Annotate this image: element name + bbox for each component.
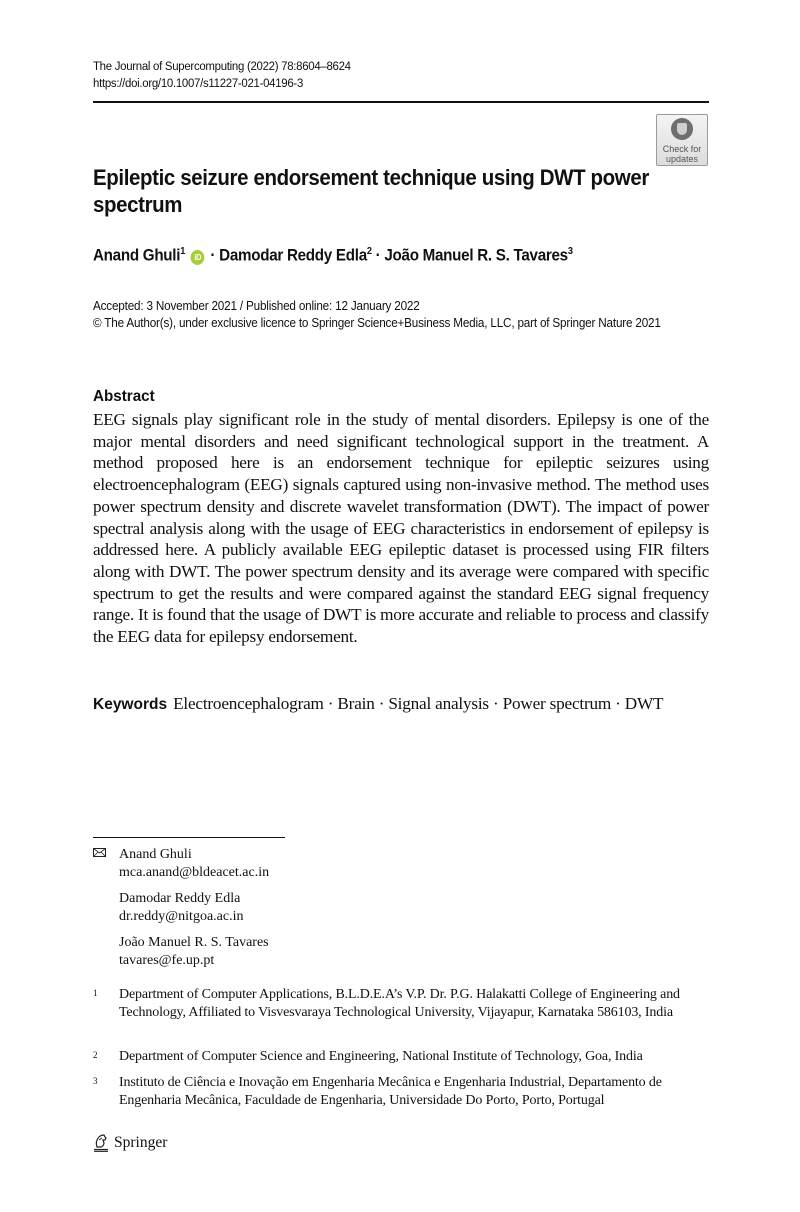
author-name[interactable]: João Manuel R. S. Tavares [384,246,568,265]
contact-email[interactable]: dr.reddy@nitgoa.ac.in [119,909,244,924]
keywords-list: Electroencephalogram · Brain · Signal analysis · Power spectrum · DWT [173,694,664,713]
affiliation-mark: 1 [180,246,186,257]
journal-citation: The Journal of Supercomputing (2022) 78:8604–8624 [93,59,351,73]
affiliation-mark: 3 [567,246,573,257]
check-for-label: Check for [662,144,702,154]
springer-horse-icon [93,1134,109,1152]
affiliation-mark: 2 [366,246,372,257]
contact-entry [119,846,269,882]
publication-dates: Accepted: 3 November 2021 / Published online: 12 January 2022 [93,299,420,313]
contact-name: João Manuel R. S. Tavares [119,935,269,950]
affiliation-text: Instituto de Ciência e Inovação em Engenharia Mecânica e Engenharia Industrial, Departamento de Engenharia Mecânica, Faculdade de Engenharia, Universidade Do Porto, Porto, Portugal [119,1075,662,1108]
updates-label: updates [665,154,699,164]
abstract-body: EEG signals play significant role in the study of mental disorders. Epilepsy is one of the major mental disorders and need significant technological support in the treatment. A method proposed here is an endorsement technique for epileptic seizures using electroencephalogram (EEG) signals captured using non-invasive method. The method uses power spectrum density and discrete wavelet transformation (DWT). The impact of power spectral analysis along with the usage of EEG characteristics in endorsement of epilepsy is addressed here. A publicly available EEG epileptic dataset is processed using FIR filters along with DWT. The power spectrum density and its average were compared with specific spectrum to get the results and were compared against the standard EEG signal frequency range. It is found that the usage of DWT is more accurate and reliable to process and classify the EEG data for epilepsy endorsement. [93,410,709,647]
publisher-logo [93,1134,167,1152]
affiliation-number: 2 [93,1050,98,1060]
contact-name: Anand Ghuli [119,847,192,862]
article-title: Epileptic seizure endorsement technique using DWT power spectrum [93,165,649,217]
check-for-updates-button[interactable] [656,114,708,166]
copyright-notice: © The Author(s), under exclusive licence to Springer Science+Business Media, LLC, part of Springer Nature 2021 [93,316,661,330]
abstract-heading: Abstract [93,388,155,405]
author-list [93,246,573,266]
contact-email[interactable]: mca.anand@bldeacet.ac.in [119,865,270,880]
contact-entry [119,890,243,926]
crossmark-icon [671,118,693,140]
contact-name: Damodar Reddy Edla [119,891,241,906]
orcid-icon[interactable]: iD [191,250,205,265]
footnote-rule [93,837,285,838]
affiliation-text: Department of Computer Applications, B.L.D.E.A’s V.P. Dr. P.G. Halakatti College of Engineering and Technology, Affiliated to Visvesvaraya Technological University, Vijayapur, Karnataka 586103, India [119,987,680,1020]
author-name[interactable]: Damodar Reddy Edla [219,246,367,265]
affiliation-number: 1 [93,988,98,998]
publication-info [93,298,698,332]
contact-email[interactable]: tavares@fe.up.pt [119,953,215,968]
keywords [93,694,663,714]
author-separator: · [206,246,220,265]
author-name[interactable]: Anand Ghuli [93,246,181,265]
contact-entry [119,934,269,970]
affiliation-text: Department of Computer Science and Engineering, National Institute of Technology, Goa, India [119,1049,643,1064]
publisher-name: Springer [114,1134,168,1151]
journal-header [93,58,351,91]
header-rule [93,101,709,103]
doi-link[interactable]: https://doi.org/10.1007/s11227-021-04196-3 [93,75,304,90]
keywords-label: Keywords [93,696,168,713]
author-separator: · [371,246,385,265]
envelope-icon [93,848,106,857]
affiliation-number: 3 [93,1076,98,1086]
